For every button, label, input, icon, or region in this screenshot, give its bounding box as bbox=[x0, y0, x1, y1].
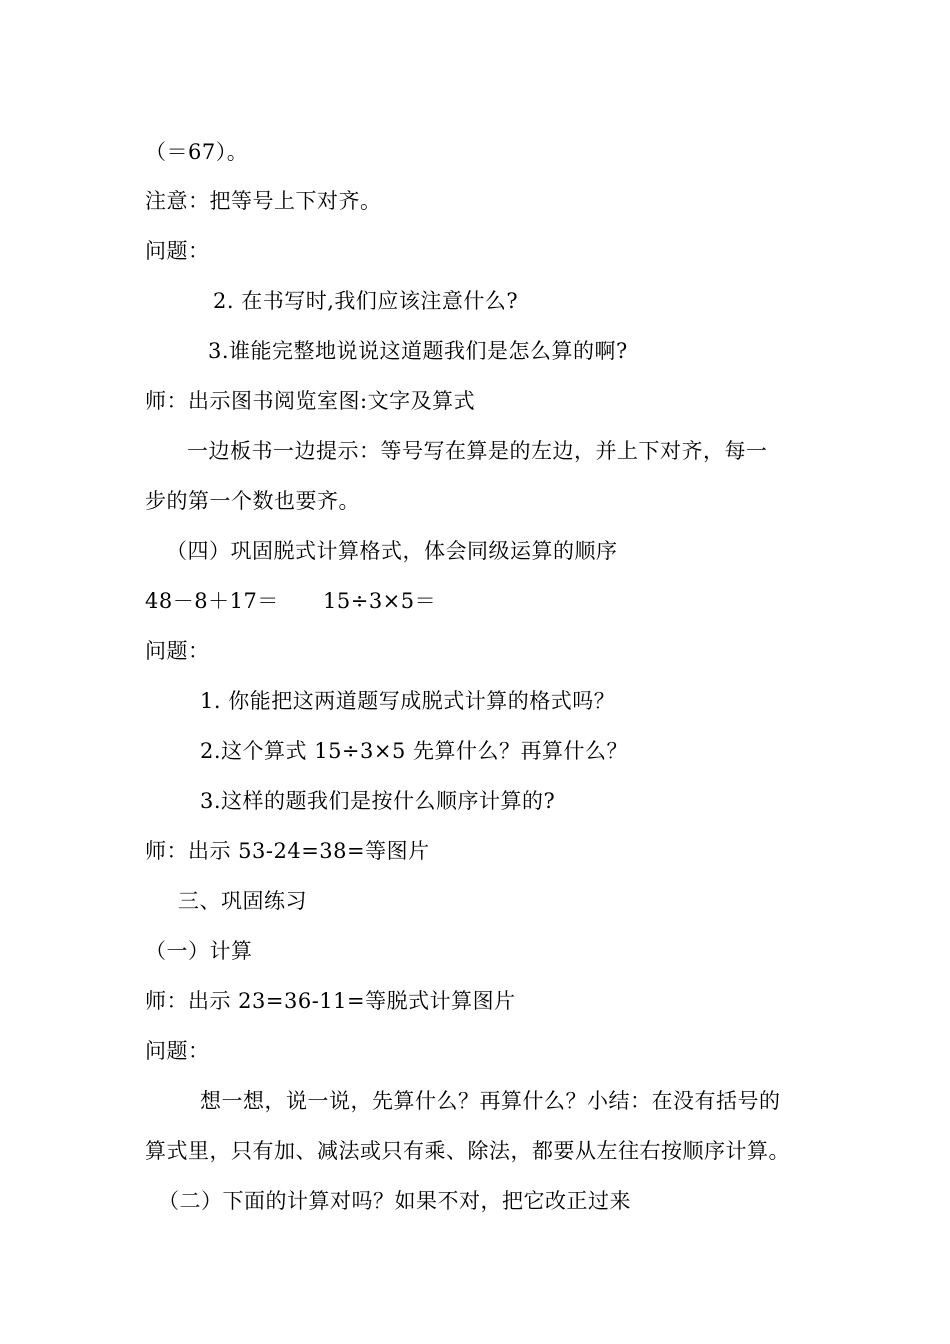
formula-a: 48－8＋17＝ bbox=[145, 589, 279, 613]
text-line-question-label-3: 问题： bbox=[145, 1039, 210, 1063]
text-line-question-3: 3.谁能完整地说说这道题我们是怎么算的啊? bbox=[208, 339, 628, 363]
formula-row bbox=[145, 587, 437, 615]
text-line-result: （＝67）。 bbox=[145, 140, 249, 164]
text-line-summary-cont: 算式里，只有加、减法或只有乘、除法，都要从左往右按顺序计算。 bbox=[145, 1139, 790, 1163]
text-line-question-label-2: 问题： bbox=[145, 639, 210, 663]
text-line-teacher-show-library: 师：出示图书阅览室图:文字及算式 bbox=[145, 389, 476, 413]
subsection-heading-1: （一）计算 bbox=[145, 939, 253, 963]
text-line-teacher-show-image: 师：出示 53-24=38=等图片 bbox=[145, 839, 430, 863]
text-line-question-2: 2. 在书写时,我们应该注意什么? bbox=[213, 289, 519, 313]
section-heading-3: 三、巩固练习 bbox=[178, 889, 307, 913]
text-line-note: 注意：把等号上下对齐。 bbox=[145, 189, 382, 213]
text-line-question-2b: 2.这个算式 15÷3×5 先算什么？再算什么？ bbox=[200, 739, 629, 763]
formula-b: 15÷3×5＝ bbox=[323, 589, 437, 613]
text-line-teacher-show-calc: 师：出示 23=36-11=等脱式计算图片 bbox=[145, 989, 516, 1013]
text-line-question-label: 问题： bbox=[145, 239, 210, 263]
text-line-board-hint: 一边板书一边提示：等号写在算是的左边，并上下对齐，每一 bbox=[187, 439, 768, 463]
text-line-board-hint-cont: 步的第一个数也要齐。 bbox=[145, 489, 360, 513]
subsection-heading-2: （二）下面的计算对吗？如果不对，把它改正过来 bbox=[158, 1189, 631, 1213]
text-line-think-summary: 想一想，说一说，先算什么？再算什么？小结：在没有括号的 bbox=[200, 1089, 781, 1113]
section-heading-4: （四）巩固脱式计算格式，体会同级运算的顺序 bbox=[166, 539, 618, 563]
text-line-question-1b: 1. 你能把这两道题写成脱式计算的格式吗？ bbox=[200, 689, 616, 713]
text-line-question-3b: 3.这样的题我们是按什么顺序计算的? bbox=[200, 789, 556, 813]
